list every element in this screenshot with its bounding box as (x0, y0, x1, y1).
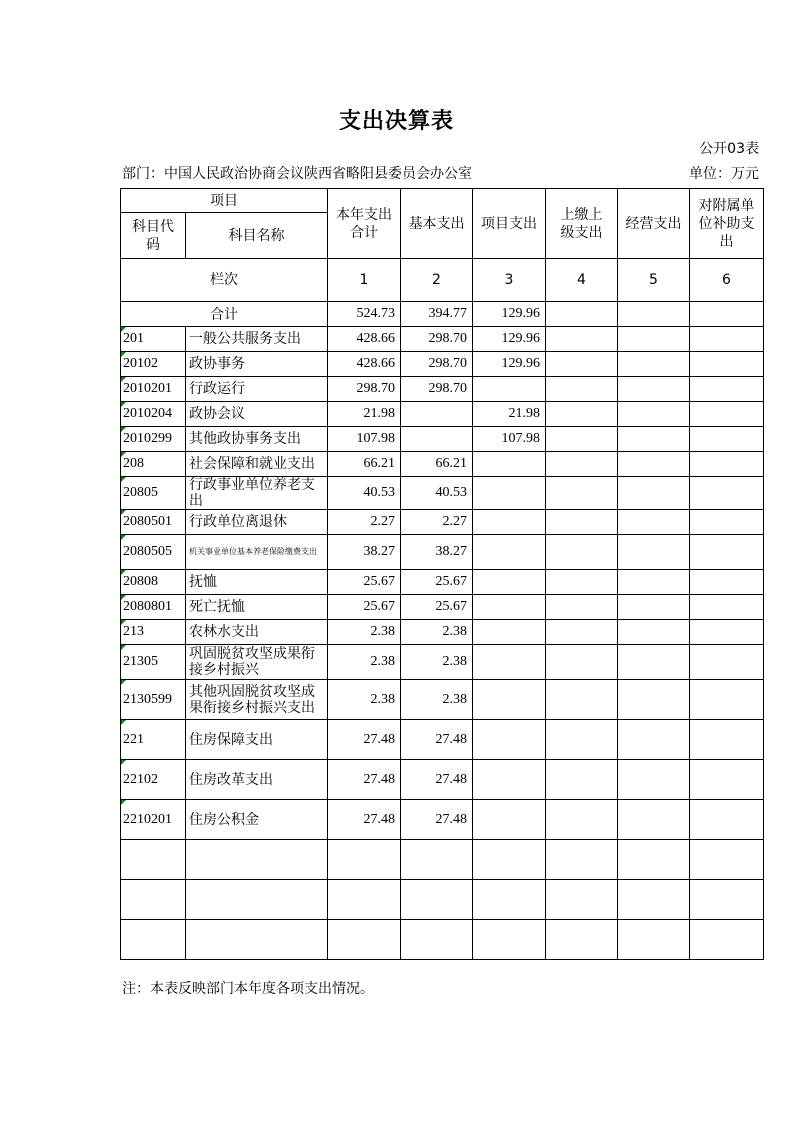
row-subsidy (690, 452, 764, 477)
row-upper (546, 477, 618, 510)
empty-cell (618, 880, 690, 920)
table-row (121, 570, 764, 595)
row-total: 428.66 (328, 352, 401, 377)
table-row (121, 352, 764, 377)
row-subsidy (690, 427, 764, 452)
row-subsidy (690, 595, 764, 620)
row-project: 129.96 (473, 327, 546, 352)
row-total: 107.98 (328, 427, 401, 452)
empty-cell (401, 920, 473, 960)
expenditure-table (120, 188, 764, 960)
row-code: 2080505 (121, 535, 186, 570)
row-subsidy (690, 402, 764, 427)
row-upper (546, 535, 618, 570)
col-num-4: 4 (546, 259, 618, 302)
total-basic: 394.77 (401, 302, 473, 327)
row-business (618, 402, 690, 427)
row-upper (546, 570, 618, 595)
row-total: 21.98 (328, 402, 401, 427)
row-basic: 38.27 (401, 535, 473, 570)
row-project (473, 535, 546, 570)
row-project (473, 477, 546, 510)
row-total: 2.38 (328, 680, 401, 720)
row-business (618, 477, 690, 510)
row-code: 20102 (121, 352, 186, 377)
row-project (473, 570, 546, 595)
row-basic: 2.38 (401, 680, 473, 720)
row-business (618, 377, 690, 402)
row-name: 住房保障支出 (186, 720, 328, 760)
row-code: 2210201 (121, 800, 186, 840)
footnote: 注：本表反映部门本年度各项支出情况。 (122, 981, 374, 997)
empty-cell (690, 840, 764, 880)
total-total: 524.73 (328, 302, 401, 327)
empty-cell (121, 840, 186, 880)
row-name: 巩固脱贫攻坚成果衔接乡村振兴 (186, 645, 328, 680)
row-subsidy (690, 477, 764, 510)
row-code: 2080501 (121, 510, 186, 535)
row-name: 住房公积金 (186, 800, 328, 840)
row-name: 社会保障和就业支出 (186, 452, 328, 477)
row-business (618, 760, 690, 800)
row-upper (546, 680, 618, 720)
row-name: 抚恤 (186, 570, 328, 595)
row-basic: 298.70 (401, 327, 473, 352)
row-project (473, 510, 546, 535)
row-code: 2080801 (121, 595, 186, 620)
empty-cell (401, 840, 473, 880)
table-row (121, 680, 764, 720)
row-project: 129.96 (473, 352, 546, 377)
header-basic: 基本支出 (401, 189, 473, 259)
empty-cell (618, 920, 690, 960)
row-subsidy (690, 377, 764, 402)
header-subject-name: 科目名称 (186, 213, 328, 259)
row-code: 2010201 (121, 377, 186, 402)
empty-cell (121, 920, 186, 960)
row-code: 20805 (121, 477, 186, 510)
table-row (121, 427, 764, 452)
row-business (618, 510, 690, 535)
unit-label: 单位：万元 (689, 166, 759, 182)
table-row (121, 720, 764, 760)
row-basic: 2.27 (401, 510, 473, 535)
total-project: 129.96 (473, 302, 546, 327)
row-subsidy (690, 352, 764, 377)
header-project-expense: 项目支出 (473, 189, 546, 259)
row-code: 2130599 (121, 680, 186, 720)
row-subsidy (690, 535, 764, 570)
empty-cell (328, 840, 401, 880)
row-basic (401, 427, 473, 452)
row-project: 21.98 (473, 402, 546, 427)
row-subsidy (690, 327, 764, 352)
row-subsidy (690, 620, 764, 645)
empty-cell (186, 840, 328, 880)
empty-cell (618, 840, 690, 880)
empty-cell (546, 920, 618, 960)
row-subsidy (690, 760, 764, 800)
row-total: 38.27 (328, 535, 401, 570)
row-code: 201 (121, 327, 186, 352)
header-total: 本年支出合计 (328, 189, 401, 259)
row-name: 其他巩固脱贫攻坚成果衔接乡村振兴支出 (186, 680, 328, 720)
row-project (473, 680, 546, 720)
row-business (618, 620, 690, 645)
row-basic: 66.21 (401, 452, 473, 477)
row-code: 213 (121, 620, 186, 645)
table-row (121, 595, 764, 620)
total-upper (546, 302, 618, 327)
empty-cell (690, 920, 764, 960)
row-total: 27.48 (328, 720, 401, 760)
table-row (121, 402, 764, 427)
header-upper: 上缴上级支出 (546, 189, 618, 259)
table-row (121, 800, 764, 840)
table-row (121, 377, 764, 402)
empty-cell (473, 920, 546, 960)
table-row (121, 760, 764, 800)
row-name: 一般公共服务支出 (186, 327, 328, 352)
col-num-3: 3 (473, 259, 546, 302)
row-business (618, 800, 690, 840)
row-upper (546, 760, 618, 800)
row-name: 其他政协事务支出 (186, 427, 328, 452)
col-num-6: 6 (690, 259, 764, 302)
table-row (121, 535, 764, 570)
row-basic: 27.48 (401, 800, 473, 840)
row-basic (401, 402, 473, 427)
row-total: 428.66 (328, 327, 401, 352)
row-subsidy (690, 720, 764, 760)
department-label: 部门：中国人民政治协商会议陕西省略阳县委员会办公室 (122, 166, 472, 182)
row-business (618, 452, 690, 477)
header-column-order: 栏次 (121, 259, 328, 302)
row-basic: 40.53 (401, 477, 473, 510)
row-upper (546, 452, 618, 477)
empty-cell (186, 920, 328, 960)
empty-cell (546, 840, 618, 880)
row-upper (546, 427, 618, 452)
row-subsidy (690, 680, 764, 720)
row-business (618, 645, 690, 680)
header-project: 项目 (121, 189, 328, 213)
row-name: 住房改革支出 (186, 760, 328, 800)
row-project (473, 720, 546, 760)
row-code: 2010299 (121, 427, 186, 452)
row-name: 行政单位离退休 (186, 510, 328, 535)
total-row (121, 302, 764, 327)
row-total: 66.21 (328, 452, 401, 477)
row-subsidy (690, 510, 764, 535)
row-name: 行政运行 (186, 377, 328, 402)
row-project: 107.98 (473, 427, 546, 452)
row-business (618, 352, 690, 377)
table-row (121, 645, 764, 680)
row-basic: 2.38 (401, 645, 473, 680)
row-total: 27.48 (328, 800, 401, 840)
row-upper (546, 327, 618, 352)
row-upper (546, 510, 618, 535)
row-code: 208 (121, 452, 186, 477)
empty-cell (690, 880, 764, 920)
empty-cell (328, 880, 401, 920)
row-project (473, 452, 546, 477)
row-upper (546, 352, 618, 377)
header-subsidy: 对附属单位补助支出 (690, 189, 764, 259)
table-row (121, 510, 764, 535)
total-business (618, 302, 690, 327)
table-row (121, 477, 764, 510)
empty-cell (401, 880, 473, 920)
row-name: 农林水支出 (186, 620, 328, 645)
row-code: 221 (121, 720, 186, 760)
row-basic: 25.67 (401, 595, 473, 620)
row-upper (546, 402, 618, 427)
form-number: 公开03表 (699, 141, 759, 157)
row-upper (546, 595, 618, 620)
col-num-1: 1 (328, 259, 401, 302)
row-total: 40.53 (328, 477, 401, 510)
table-row (121, 620, 764, 645)
empty-cell (328, 920, 401, 960)
row-code: 2010204 (121, 402, 186, 427)
row-code: 22102 (121, 760, 186, 800)
row-name: 政协会议 (186, 402, 328, 427)
header-business: 经营支出 (618, 189, 690, 259)
row-business (618, 570, 690, 595)
row-basic: 27.48 (401, 760, 473, 800)
row-project (473, 620, 546, 645)
header-subject-code: 科目代码 (121, 213, 186, 259)
col-num-5: 5 (618, 259, 690, 302)
row-project (473, 377, 546, 402)
empty-row (121, 920, 764, 960)
row-project (473, 760, 546, 800)
row-business (618, 327, 690, 352)
row-total: 2.38 (328, 645, 401, 680)
row-subsidy (690, 645, 764, 680)
row-basic: 27.48 (401, 720, 473, 760)
empty-cell (473, 840, 546, 880)
row-upper (546, 620, 618, 645)
row-upper (546, 377, 618, 402)
row-total: 25.67 (328, 595, 401, 620)
row-basic: 298.70 (401, 352, 473, 377)
row-business (618, 535, 690, 570)
row-upper (546, 720, 618, 760)
row-total: 2.27 (328, 510, 401, 535)
row-upper (546, 800, 618, 840)
table-row (121, 452, 764, 477)
row-subsidy (690, 570, 764, 595)
row-business (618, 427, 690, 452)
total-label: 合计 (121, 302, 328, 327)
row-business (618, 680, 690, 720)
row-project (473, 800, 546, 840)
page-title: 支出决算表 (338, 109, 454, 134)
row-code: 20808 (121, 570, 186, 595)
row-total: 2.38 (328, 620, 401, 645)
row-name: 行政事业单位养老支出 (186, 477, 328, 510)
row-project (473, 595, 546, 620)
empty-cell (473, 880, 546, 920)
row-project (473, 645, 546, 680)
row-upper (546, 645, 618, 680)
row-business (618, 595, 690, 620)
empty-cell (121, 880, 186, 920)
row-basic: 25.67 (401, 570, 473, 595)
row-subsidy (690, 800, 764, 840)
empty-row (121, 880, 764, 920)
row-name: 死亡抚恤 (186, 595, 328, 620)
row-name: 政协事务 (186, 352, 328, 377)
row-basic: 298.70 (401, 377, 473, 402)
table-row (121, 327, 764, 352)
row-total: 298.70 (328, 377, 401, 402)
empty-cell (186, 880, 328, 920)
row-name: 机关事业单位基本养老保险缴费支出 (186, 535, 328, 570)
row-code: 21305 (121, 645, 186, 680)
row-business (618, 720, 690, 760)
empty-row (121, 840, 764, 880)
total-subsidy (690, 302, 764, 327)
row-total: 25.67 (328, 570, 401, 595)
row-total: 27.48 (328, 760, 401, 800)
empty-cell (546, 880, 618, 920)
col-num-2: 2 (401, 259, 473, 302)
row-basic: 2.38 (401, 620, 473, 645)
